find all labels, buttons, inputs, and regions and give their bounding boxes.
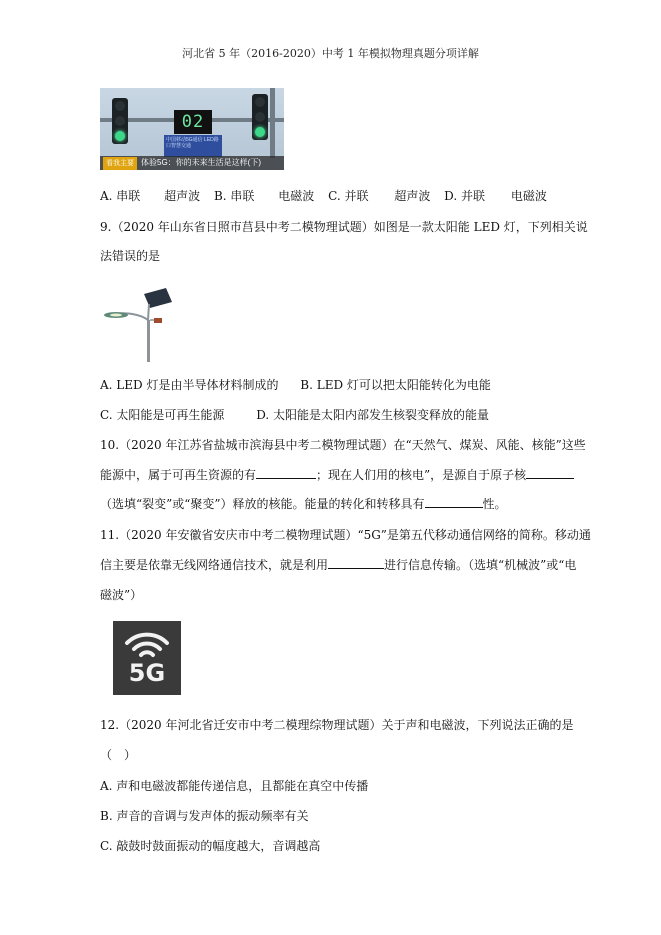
q10-text-c: （选填“裂变”或“聚变”）释放的核能。能量的转化和转移具有 [100, 497, 425, 511]
traffic-light-image [100, 88, 284, 170]
caption-text: 体验5G：你的未来生活是这样(下) [141, 158, 261, 167]
q9-option-d: D. 太阳能是太阳内部发生核裂变释放的能量 [256, 408, 490, 422]
q8-option-c-value: 超声波 [394, 189, 431, 203]
q8-option-a-value: 超声波 [164, 189, 201, 203]
video-caption [100, 156, 284, 170]
q12-stem-line2: （ ） [100, 748, 137, 762]
q10-stem-line1: 10.（2020 年江苏省盐城市滨海县中考二模物理试题）在“天然气、煤炭、风能、核能”这些 [100, 438, 586, 452]
5g-logo-text: 5G [128, 659, 166, 687]
q8-option-d-value: 电磁波 [510, 189, 547, 203]
q10-blank-1 [256, 467, 316, 479]
q10-blank-2 [526, 467, 574, 479]
q9-options-cd [100, 407, 489, 423]
q11-text-a: 信主要是依靠无线网络通信技术，就是利用 [100, 558, 329, 572]
q11-stem-line3: 磁波”） [100, 588, 143, 602]
q11-text-b: 进行信息传输。（选填“机械波”或“电 [384, 558, 577, 572]
traffic-lamp-right [252, 94, 268, 140]
q9-option-c: C. 太阳能是可再生能源 [100, 408, 225, 422]
traffic-lamp-left [112, 98, 128, 144]
q10-stem-line3 [100, 496, 507, 512]
q9-stem-line2: 法错误的是 [100, 249, 161, 263]
q8-option-d: D. 并联 [444, 189, 485, 203]
q8-option-b-value: 电磁波 [278, 189, 315, 203]
caption-tag: 看我主要 [103, 157, 137, 170]
q8-option-c: C. 并联 [328, 189, 369, 203]
5g-logo-image [113, 621, 181, 695]
q9-option-a: A. LED 灯是由半导体材料制成的 [100, 378, 279, 392]
page-header: 河北省 5 年（2016-2020）中考 1 年模拟物理真题分项详解 [182, 47, 479, 60]
q12-option-b: B. 声音的音调与发声体的振动频率有关 [100, 809, 309, 823]
q10-blank-3 [425, 496, 483, 508]
wifi-icon [113, 623, 181, 663]
solar-led-lamp-image [100, 284, 180, 364]
pole [270, 88, 275, 158]
q11-blank [328, 557, 384, 569]
q9-option-b: B. LED 灯可以把太阳能转化为电能 [300, 378, 491, 392]
q11-stem-line1: 11.（2020 年安徽省安庆市中考二模物理试题）“5G”是第五代移动通信网络的简称。移动通 [100, 528, 591, 542]
q8-option-b: B. 串联 [213, 189, 255, 203]
q10-text-d: 性。 [482, 497, 507, 511]
q8-option-a: A. 串联 [100, 189, 141, 203]
q12-option-c: C. 敲鼓时鼓面振动的幅度越大，音调越高 [100, 839, 321, 853]
q10-stem-line2 [100, 467, 574, 483]
q11-stem-line2 [100, 557, 576, 573]
q10-text-a: 能源中，属于可再生资源的有 [100, 468, 257, 482]
q9-options-ab [100, 377, 491, 393]
info-sign: 中国移动5G通信 LED路口智慧交通 [164, 135, 222, 157]
q9-stem-line1: 9.（2020 年山东省日照市莒县中考二模物理试题）如图是一款太阳能 LED 灯，下列相关说 [100, 220, 588, 234]
q10-text-b: ；现在人们用的核电”，是源自于原子核 [316, 468, 527, 482]
q12-stem-line1: 12.（2020 年河北省迁安市中考二模理综物理试题）关于声和电磁波，下列说法正确的是 [100, 718, 574, 732]
q12-option-a: A. 声和电磁波都能传递信息，且都能在真空中传播 [100, 779, 369, 793]
q8-options [100, 188, 547, 204]
countdown-display: 02 [174, 110, 212, 134]
